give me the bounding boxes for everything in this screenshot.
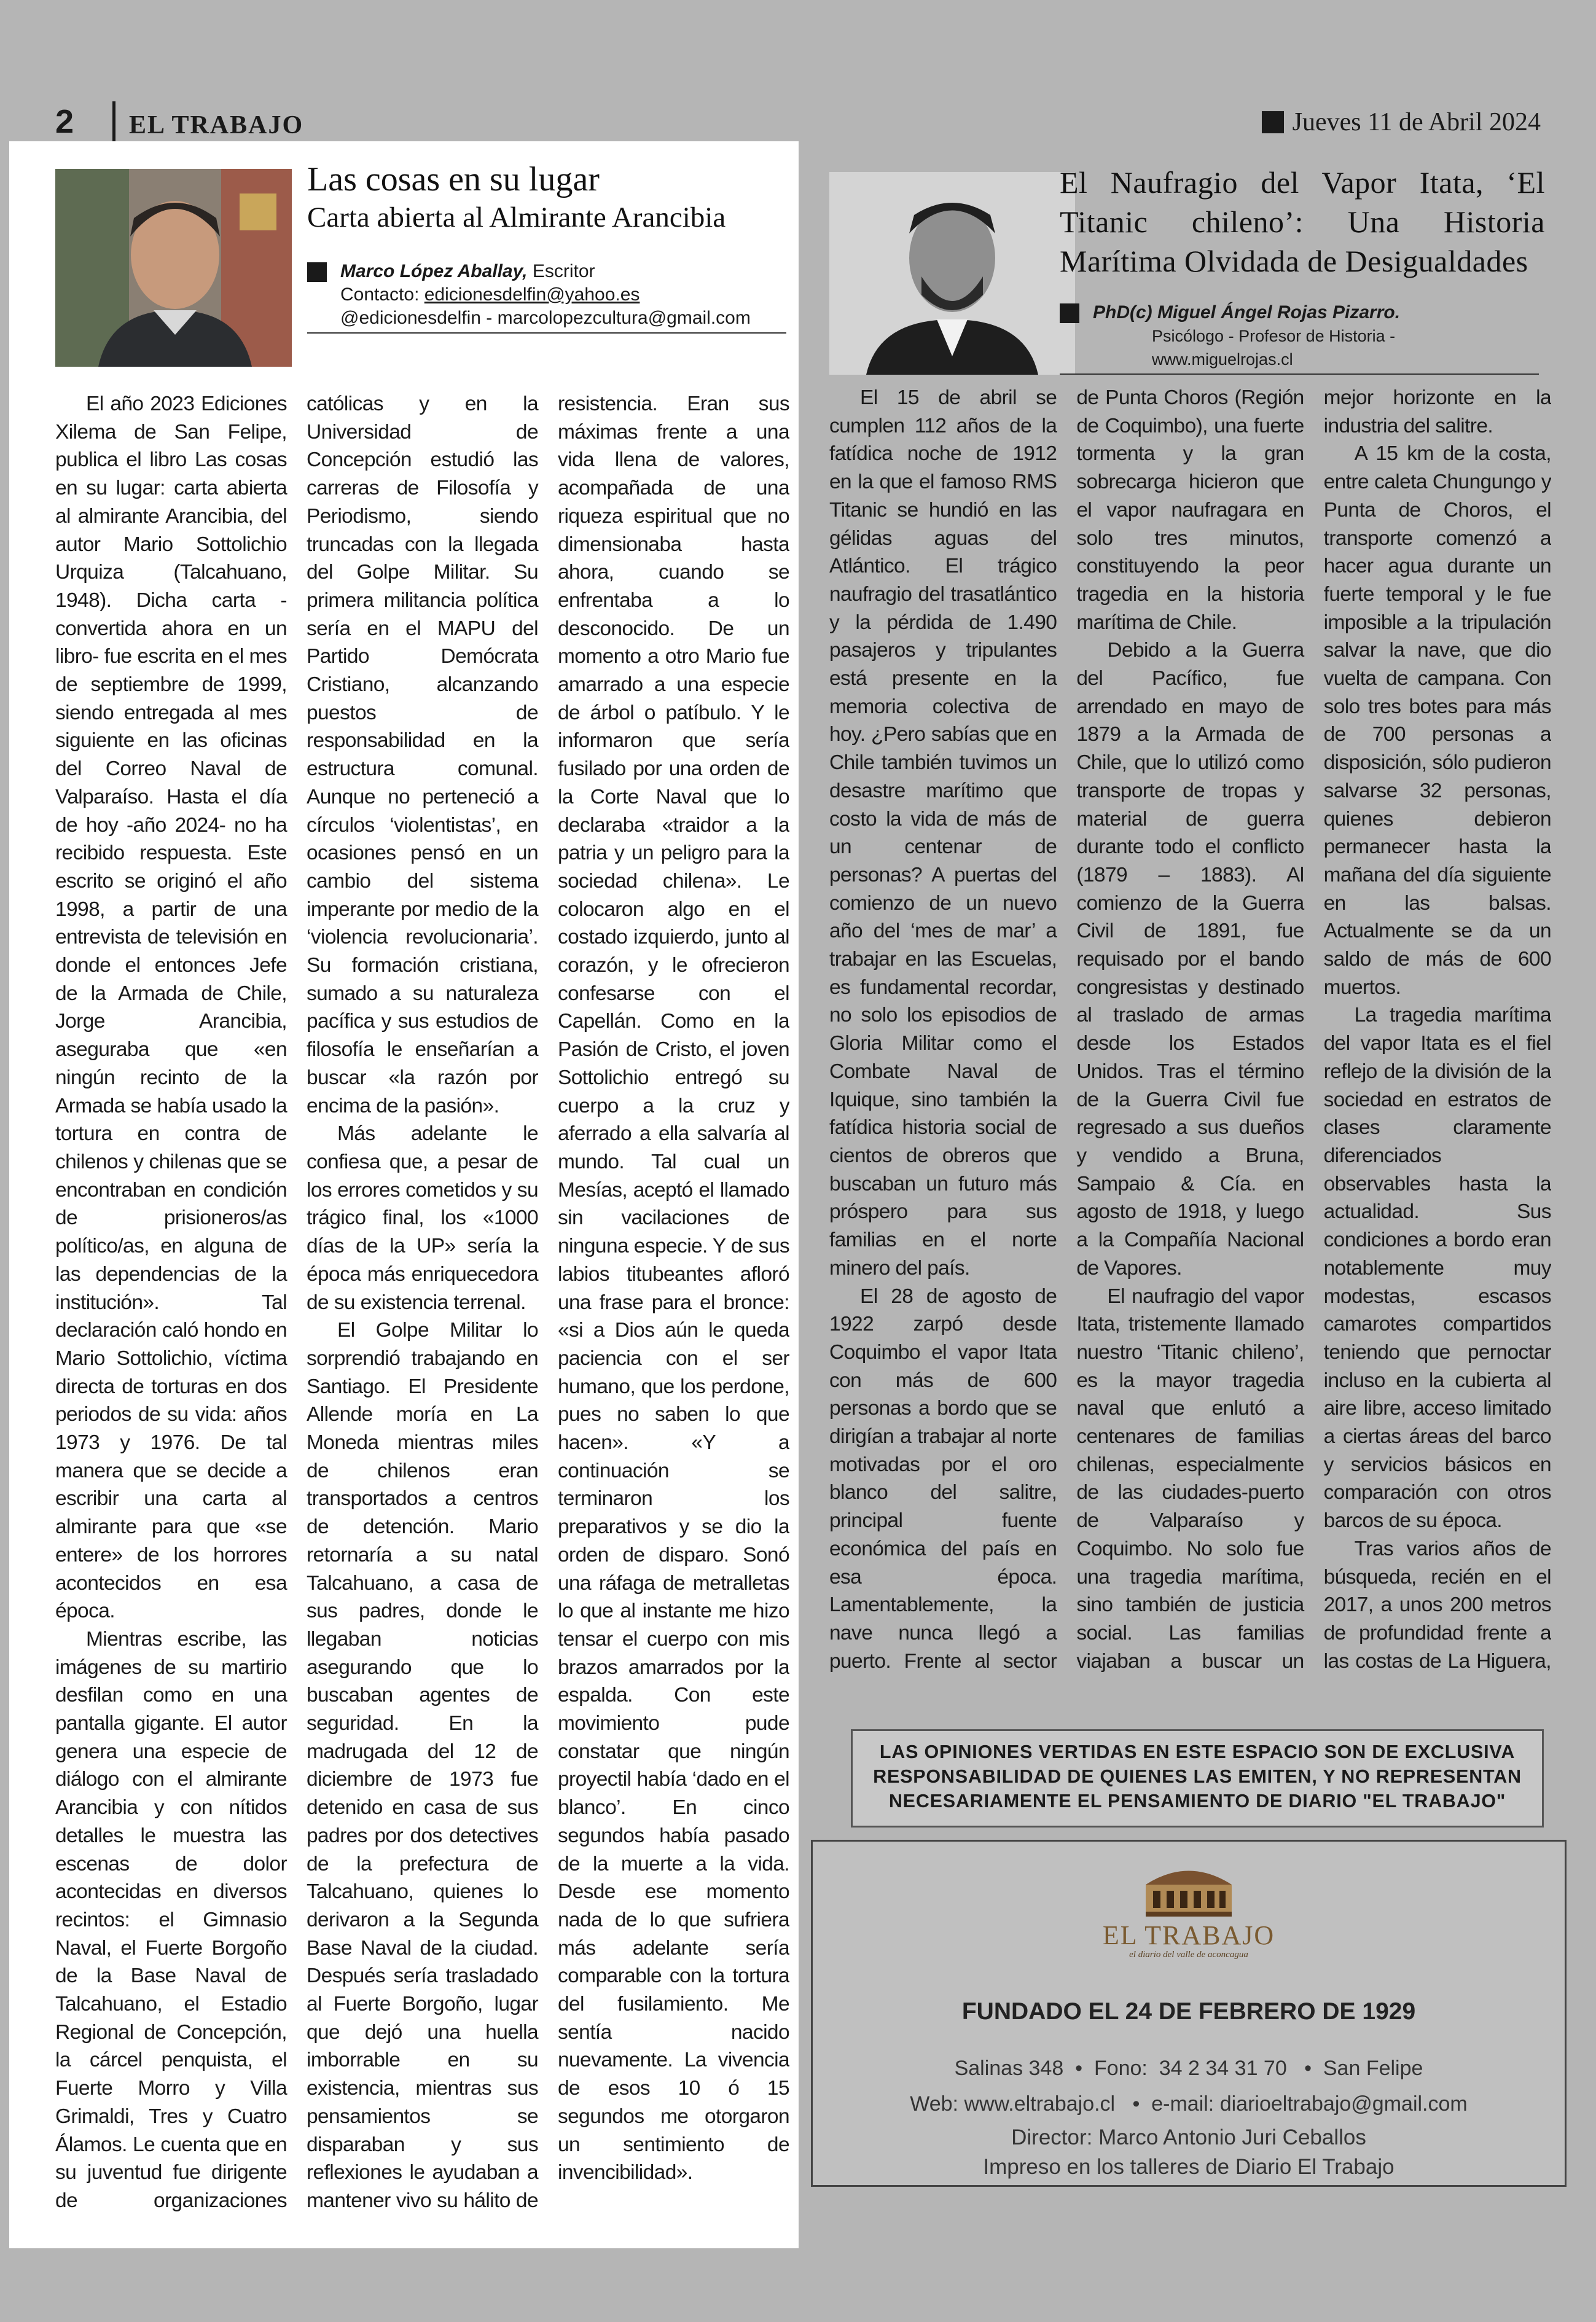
issue-date-text: Jueves 11 de Abril 2024 xyxy=(1292,108,1541,136)
paragraph: A 15 km de la costa, entre caleta Chungungo y Punta de Choros, el transporte comenzó a hacer agua durante un fuerte temporal y le fue imposible a la tripulación salvar la nave, que dio vuelta de campana. Con solo tres botes para más de 700 personas a disposición, sólo pudieron salvarse 32 personas, quienes debieron permanecer hasta la mañana del día siguiente en las balsas. Actualmente se da un saldo de más de 600 muertos. xyxy=(1323,442,1551,999)
author-photo xyxy=(829,172,1075,375)
paragraph: La tragedia marítima del vapor Itata es el fiel reflejo de la división de la sociedad en estratos de clases claramente diferenciados observables hasta la actualidad. Sus condiciones a bordo eran notablemente muy modestas, escasos camarotes compartidos teniendo que pernoctar incluso en la cubierta al aire libre, acceso limitado a ciertas áreas del barco y servicios básicos en comparación con otros barcos de su época. xyxy=(1323,1004,1551,1533)
right-article-title: El Naufragio del Vapor Itata, ‘El Titanic chileno’: Una Historia Marítima Olvidada de Desigualdades xyxy=(1060,165,1545,278)
logo-name: EL TRABAJO xyxy=(1102,1920,1275,1950)
left-article-subtitle: Carta abierta al Almirante Arancibia xyxy=(307,201,726,233)
director-line: Director: Marco Antonio Juri Ceballos xyxy=(1011,2125,1366,2149)
right-article-text xyxy=(829,384,1551,1695)
newspaper-logo xyxy=(813,1860,1565,1960)
contact-line[interactable]: Web: www.eltrabajo.cl • e-mail: diarioeltrabajo@gmail.com xyxy=(910,2092,1468,2116)
author-photo xyxy=(55,169,292,367)
newspaper-name: EL TRABAJO xyxy=(129,111,304,139)
paragraph: El 28 de agosto de 1922 zarpó desde Coquimbo el vapor Itata con más de 600 personas a bordo que se dirigían a trabajar al norte motivadas por el oro blanco del salitre, principal fuente económica del país en esa época. Lamentablemente, la nave nunca llegó a puerto. Frente al sector de Punta Choros (Región de Coquimbo), una fuerte tormenta y la gran sobrecarga hicieron que el vapor naufragara en solo tres minutos, constituyendo la peor tragedia en la historia marítima de Chile. xyxy=(829,386,1304,1673)
square-bullet-icon xyxy=(1060,303,1079,323)
right-author-role: Psicólogo - Profesor de Historia - www.miguelrojas.cl xyxy=(1060,324,1539,375)
author-portrait-icon xyxy=(829,172,1075,375)
address-line: Salinas 348 • Fono: 34 2 34 31 70 • San Felipe xyxy=(954,2057,1423,2080)
right-article-body xyxy=(829,384,1551,1698)
paragraph: El 15 de abril se cumplen 112 años de la fatídica noche de 1912 en la que el famoso RMS Titanic se hundió en las gélidas aguas del Atlántico. El trágico naufragio del trasatlántico y la pérdida de 1.490 pasajeros y tripulantes está presente en la memoria colectiva de hoy. ¿Pero sabías que en Chile también tuvimos un desastre marítimo que costo la vida de más de un centenar de personas? A puertas del comienzo de un nuevo año del ‘mes de mar’ a trabajar en las Escuelas, es fundamental recordar, no solo los episodios de Gloria Militar como el Combate Naval de Iquique, sino también la fatídica historia social de cientos de obreros que buscaban un futuro más próspero para sus familias en el norte minero del país. xyxy=(829,386,1057,1280)
issue-date xyxy=(1262,108,1541,137)
left-author-name: Marco López Aballay, xyxy=(340,261,528,281)
square-bullet-icon xyxy=(1262,111,1284,133)
paragraph: Tras varios años de búsqueda, recién en el 2017, a unos 200 metros de profundidad frente a las costas de La Higuera, xyxy=(1323,1537,1551,1673)
logo-tagline: el diario del valle de aconcagua xyxy=(1129,1950,1248,1960)
contact-email-link[interactable]: edicionesdelfin@yahoo.es xyxy=(424,284,640,305)
left-article-panel xyxy=(9,141,799,2248)
contact-social: @edicionesdelfin - marcolopezcultura@gmail.com xyxy=(307,307,786,334)
right-author-name: PhD(c) Miguel Ángel Rojas Pizarro. xyxy=(1093,302,1401,322)
right-byline xyxy=(1060,301,1539,375)
left-article-text xyxy=(55,390,789,2227)
paragraph: El Golpe Militar lo sorprendió trabajando en Santiago. El Presidente Allende moría en La Moneda mientras miles de chilenos eran transportados a centros de detención. Mario retornaría a su natal Talcahuano, a casa de sus padres, donde le llegaban noticias asegurando que lo buscaban agentes de seguridad. En la madrugada del 12 de diciembre de 1973 fue detenido en casa de sus padres por dos detectives de la prefectura de Talcahuano, quienes lo derivaron a la Segunda Base Naval de la ciudad. Después sería trasladado al Fuerte Borgoño, lugar que dejó una huella imborrable en su existencia, mientras sus pensamientos se disparaban y sus reflexiones le ayudaban a mantener vivo su hálito de resistencia. Eran sus máximas frente a una vida llena de valores, acompañada de una riqueza espiritual que no dimensionaba hasta ahora, cuando se enfrentaba a lo desconocido. De un momento a otro Mario fue amarrado a una especie de árbol o patíbulo. Y le informaron que sería fusilado por una orden de la Corte Naval que lo declaraba «traidor a la patria y un peligro para la sociedad chilena». Le colocaron algo en el costado izquierdo, junto al corazón, y le ofrecieron confesarse con el Capellán. Como en la Pasión de Cristo, el joven Sottolichio entregó su cuerpo a la cruz y aferrado a ella salvaría al mundo. Tal cual un Mesías, aceptó el llamado sin vacilaciones de ninguna especie. Y de sus labios titubeantes afloró una frase para el bronce: «si a Dios aún le queda paciencia con el ser humano, que los perdone, pues no saben lo que hacen». «Y a continuación se terminaron los preparativos y se dio la orden de disparo. Sonó una ráfaga de metralletas lo que al instante me hizo tensar el cuerpo con mis brazos amarrados por la espalda. Con este movimiento pude constatar que ningún proyectil había ‘dado en el blanco’. En cinco segundos había pasado de la muerte a la vida. Desde ese momento nada de lo que sufriera más adelante sería comparable con la tortura del fusilamiento. Me sentía nacido nuevamente. La vivencia de esos 10 ó 15 segundos me otorgaron un sentimiento de invencibilidad». xyxy=(307,393,789,2212)
founded-date: FUNDADO EL 24 DE FEBRERO DE 1929 xyxy=(961,1998,1416,2025)
left-author-role: Escritor xyxy=(532,261,595,281)
paragraph: Más adelante le confiesa que, a pesar de los errores cometidos y su trágico final, los «1000 días de la UP» sería la época más enriquecedora de su existencia terrenal. xyxy=(307,1122,538,1314)
paragraph: Mientras escribe, las imágenes de su martirio desfilan como en una pantalla gigante. El autor genera una especie de diálogo con el almirante Arancibia y con nítidos detalles le muestra las escenas de dolor acontecidas en diversos recintos: el Gimnasio Naval, el Fuerte Borgoño de la Base Naval de Talcahuano, el Estadio Regional de Concepción, la cárcel penquista, el Fuerte Morro y Villa Grimaldi, Tres y Cuatro Álamos. Le cuenta que en su juventud fue dirigente de organizaciones católicas y en la Universidad de Concepción estudió las carreras de Filosofía y Periodismo, siendo truncadas con la llegada del Golpe Militar. Su primera militancia política sería en el MAPU del Partido Demócrata Cristiano, alcanzando puestos de responsabilidad en la estructura comunal. Aunque no perteneció a círculos ‘violentistas’, en ocasiones pensó en un cambio del sistema imperante por medio de la ‘violencia revolucionaria’. Su formación cristiana, sumado a su naturaleza pacífica y sus estudios de filosofía le enseñarían a buscar «la razón por encima de la pasión». xyxy=(55,393,538,2212)
author-portrait-icon xyxy=(55,169,292,367)
paragraph: El año 2023 Ediciones Xilema de San Felipe, publica el libro Las cosas en su lugar: carta abierta al almirante Arancibia, del autor Mario Sottolichio Urquiza (Talcahuano, 1948). Dicha carta -convertida ahora en un libro- fue escrita en el mes de septiembre de 1999, siendo entregada al mes siguiente en las oficinas del Correo Naval de Valparaíso. Hasta el día de hoy -año 2024- no ha recibido respuesta. Este escrito se originó el año 1998, a partir de una entrevista de televisión en donde el entonces Jefe de la Armada de Chile, Jorge Arancibia, aseguraba que «en ningún recinto de la Armada se había usado la tortura en contra de chilenos y chilenas que se encontraban en condición de prisioneros/as político/as, en alguna de las dependencias de la institución». Tal declaración caló hondo en Mario Sottolichio, víctima directa de torturas en dos periodos de su vida: años 1973 y 1976. De tal manera que se decide a escribir una carta al almirante para que «se entere» de los horrores acontecidos en esa época. xyxy=(55,393,287,1623)
left-article-body xyxy=(55,390,789,2233)
header-divider xyxy=(112,101,115,146)
masthead-box xyxy=(811,1840,1567,2187)
left-byline xyxy=(307,260,786,334)
right-article xyxy=(799,141,1596,1695)
building-logo-icon xyxy=(1140,1860,1238,1918)
left-article-title: Las cosas en su lugar xyxy=(307,160,600,198)
contact-label: Contacto: xyxy=(340,284,424,305)
opinion-disclaimer: LAS OPINIONES VERTIDAS EN ESTE ESPACIO SON DE EXCLUSIVA RESPONSABILIDAD DE QUIENES LAS EMITEN, Y NO REPRESENTAN NECESARIAMENTE EL PENSAMIENTO DE DIARIO "EL TRABAJO" xyxy=(851,1729,1544,1828)
paragraph: Debido a la Guerra del Pacífico, fue arrendado en mayo de 1879 a la Armada de Chile, que lo utilizó como transporte de tropas y material de guerra durante todo el conflicto (1879 – 1883). Al comienzo de la Guerra Civil de 1891, fue requisado por el bando congresistas y destinado al traslado de armas desde los Estados Unidos. Tras el término de la Guerra Civil fue regresado a sus dueños y vendido a Bruna, Sampaio & Cía. en agosto de 1918, y luego a la Compañía Nacional de Vapores. xyxy=(1076,639,1304,1280)
printer-line: Impreso en los talleres de Diario El Trabajo xyxy=(983,2155,1395,2179)
paragraph: El naufragio del vapor Itata, tristemente llamado nuestro ‘Titanic chileno’, es la mayor tragedia naval que enlutó a centenares de familias chilenas, especialmente de las ciudades-puerto de Valparaíso y Coquimbo. No solo fue una tragedia marítima, sino también de justicia social. Las familias viajaban a buscar un mejor horizonte en la industria del salitre. xyxy=(1076,386,1551,1673)
square-bullet-icon xyxy=(307,262,327,282)
page-number: 2 xyxy=(55,103,74,140)
